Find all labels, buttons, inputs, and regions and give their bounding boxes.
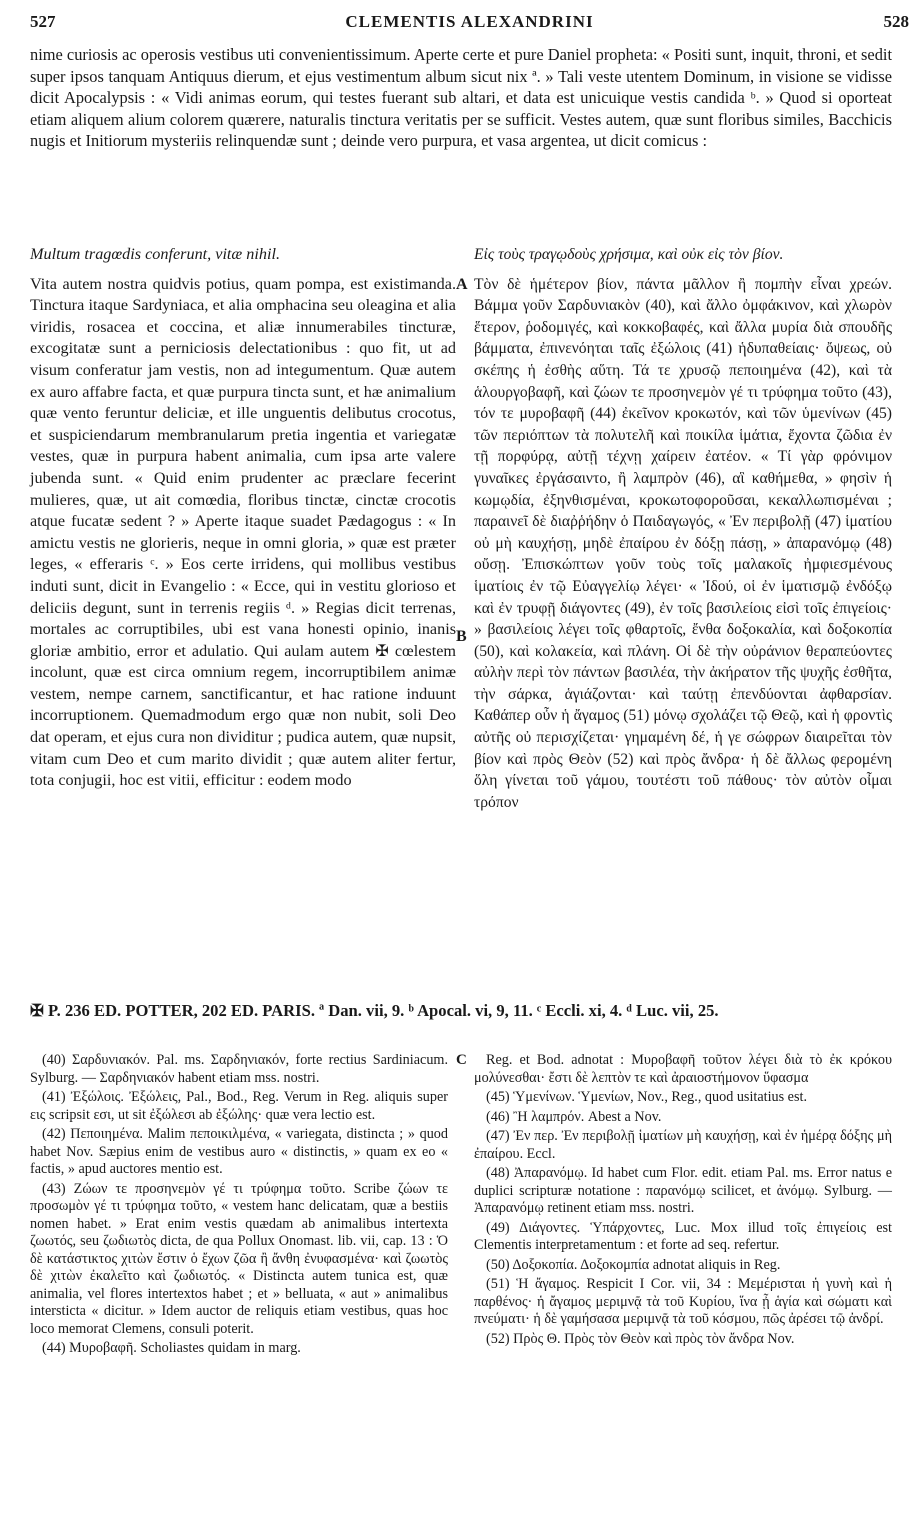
footnote: (52) Πρὸς Θ. Πρὸς τὸν Θεὸν καὶ πρὸς τὸν ἄνδρα Nov. bbox=[486, 1330, 795, 1347]
footnote: Reg. et Bod. adnotat : Μυροβαφῆ τοῦτον λέγει διὰ τὸ ἐκ κρόκου μολύνεσθαι· ἔστι δὲ λεπτὸν τε καὶ ἀραιοστήμονον ὕφασμα bbox=[474, 1052, 892, 1086]
page-number-left: 527 bbox=[30, 12, 56, 31]
footnote: (40) Σαρδυνιακόν. Pal. ms. Σαρδηνιακόν, forte rectius Sardiniacum. Sylburg. — Σαρδηνιακόν habent etiam mss. nostri. bbox=[30, 1052, 448, 1086]
footnotes-right-column bbox=[474, 1052, 892, 1350]
latin-verse: Multum tragœdis conferunt, vitæ nihil. bbox=[30, 245, 281, 263]
footnote: (44) Μυροβαφῆ. Scholiastes quidam in marg. bbox=[42, 1340, 301, 1356]
latin-column bbox=[30, 244, 456, 797]
margin-letter-a: A bbox=[456, 276, 468, 293]
greek-column bbox=[474, 244, 892, 818]
footnote: (45) Ὑμενίνων. Ὑμενίων, Nov., Reg., quod usitatius est. bbox=[486, 1089, 807, 1105]
footnote: (49) Διάγοντες. Ὑπάρχοντες, Luc. Mox illud τοῖς ἐπιγείοις est Clementis interpretamentum : et forte ad seq. refertur. bbox=[474, 1219, 892, 1253]
page-number-right: 528 bbox=[883, 12, 909, 31]
page-header bbox=[30, 12, 909, 38]
margin-letter-b: B bbox=[456, 628, 467, 645]
footnote: (41) Ἐξώλοις. Ἐξώλεις, Pal., Bod., Reg. Verum in Reg. aliquis super εις scripsit εσι, ut sit ἐξώλεσι ab ἐξώλης· quæ vera lectio est. bbox=[30, 1089, 448, 1123]
footnote: (48) Ἀπαρανόμῳ. Id habet cum Flor. edit. etiam Pal. ms. Error natus e duplici scripturæ notatione : παρανόμῳ scilicet, et ἀνόμῳ. Sylburg. — Ἀπαρανόμῳ retinent etiam mss. nostri. bbox=[474, 1165, 892, 1216]
footnote: (51) Ἡ ἄγαμος. Respicit I Cor. vii, 34 : Μεμέρισται ἡ γυνὴ καὶ ἡ παρθένος· ἡ ἄγαμος μεριμνᾷ τὰ τοῦ Κυρίου, ἵνα ᾖ ἁγία καὶ σώματι καὶ πνεύματι· ἡ δὲ γαμήσασα μεριμνᾷ τὰ τοῦ κόσμου, πῶς ἀρέσει τῷ ἀνδρί. bbox=[474, 1276, 892, 1327]
greek-paragraph: Τὸν δὲ ἡμέτερον βίον, πάντα μᾶλλον ἢ πομπὴν εἶναι χρεών. Βάμμα γοῦν Σαρδυνιακὸν (40), καὶ ἄλλο ὀμφάκινον, καὶ χλωρὸν ἕτερον, ῥοδομιγές, καὶ κοκκοβαφές, καὶ ἄλλα μυρία διὰ σπουδῆς βάμματα, ἐπινενόηται ταῖς ἐξώλοις (41) ἡδυπαθείαις· ὄψεως, οὐ σκέπης ἡ ἐσθὴς αὕτη. Τά τε χρυσῷ πεποιημένα (42), καὶ τὰ ἁλουργοβαφῆ, καὶ ζώων τε προσηνεμὸν γέ τι τρύφημα τοῦτο (43), τόν τε μυροβαφῆ (44) ἐκεῖνον κροκωτόν, καὶ τῶν ὑμενίνων (45) τῶν περιόπτων τὰ πολυτελῆ καὶ ποικίλα ἱμάτια, ἔχοντα ζῶδια ἐν τῇ πορφύρᾳ, αὐτῇ τέχνῃ χαίρειν ἐατέον. « Τί γὰρ φρόνιμον γυναῖκες ἐργάσαιντο, ἢ λαμπρὸν (46), αἳ καθήμεθα, » φησὶν ἡ κωμῳδία, ἐξηνθισμέναι, κροκωτοφοροῦσαι, κεκαλλωπισμέναι ; παραινεῖ δὲ διαῤῥήδην ὁ Παιδαγωγός, « Ἐν περιβολῇ (47) ἱματίου οὐ μὴ καυχήσῃ, μηδὲ ἐπαίρου ἐν δόξῃ πάσῃ, » ἀπαρανόμῳ (48) οὔσῃ. Ἐπισκώπτων γοῦν τοὺς τοῖς μαλακοῖς ἠμφιεσμένους ἱματίοις ἐν τῷ Εὐαγγελίῳ λέγει· « Ἰδού, οἱ ἐν ἱματισμῷ ἐνδόξῳ καὶ ἐν τρυφῇ διάγοντες (49), ἐν τοῖς βασιλείοις εἰσὶ τοῖς ἐπιγείοις· » βασιλείοις λέγει τοῖς φθαρτοῖς, ἔνθα δοξοκαλία, καὶ δοξοκοπία (50), καὶ κολακεία, καὶ πλάνη. Οἱ δὲ τὴν οὐράνιον θεραπεύοντες αὐλὴν περὶ τὸν πάντων βασιλέα, τὴν ἀκήρατον τῆς ψυχῆς ἐσθῆτα, τὴν σάρκα, ἁγιάζονται· καὶ ταύτῃ ἐπενδύονται ἀφθαρσίαν. Καθάπερ οὖν ἡ ἄγαμος (51) μόνῳ σχολάζει τῷ Θεῷ, καὶ ἡ φροντὶς αὐτῆς οὐ περισχίζεται· γημαμένη δέ, ἡ γε σώφρων διαιρεῖται τὸν βίον καὶ πρὸς Θεὸν (52) καὶ πρὸς ἄνδρα· ἡ δὲ ἄλλως φερομένη ὅλη γίνεται τοῦ γάμου, τουτέστι τοῦ πάθους· τὸν αὐτὸν οἶμαι τρόπον bbox=[474, 275, 892, 811]
footnote: (43) Ζώων τε προσηνεμὸν γέ τι τρύφημα τοῦτο. Scribe ζώων τε προσωμὸν γέ τι τρύφημα τοῦτο, « vestem hanc delicatam, quæ a bestiis nomen habet. » Erat enim vestis quædam ab animalibus intertexta ζωωτός, seu ζωδιωτὸς dicta, de qua Pollux Onomast. lib. vii, cap. 13 : Ὁ δὲ κατάστικτος χιτὼν ἔστιν ὁ ἔχων ζῶα ἢ ἄνθη ἐνυφασμένα· καὶ ζωωτὸς δὲ χιτὼν ἐκαλεῖτο καὶ ζωδιωτός. « Distincta autem tunica est, quæ animalia, vel flores intertextos habet ; et » belluata, « aut » animalibus intersticta « dicitur. » Idem auctor de reliquis etiam vestibus, quas hoc loco memorat Clemens, consuli poterit. bbox=[30, 1180, 448, 1337]
footnote: (42) Πεποιημένα. Malim πεποικιλμένα, « variegata, distincta ; » quod habet Nov. Sæpius enim de vestibus auro « distinctis, » quam ex eo « factis, » apud auctores mentio est. bbox=[30, 1126, 448, 1177]
footnote: (47) Ἐν περ. Ἐν περιβολῇ ἱματίων μὴ καυχήσῃ, καὶ ἐν ἡμέρᾳ δόξης μὴ ἐπαίρου. Eccl. bbox=[474, 1128, 892, 1162]
footnotes-left-column bbox=[30, 1052, 448, 1360]
running-title: CLEMENTIS ALEXANDRINI bbox=[345, 12, 594, 31]
intro-text: nime curiosis ac operosis vestibus uti convenientissimum. Aperte certe et pure Daniel propheta: « Positi sunt, inquit, throni, et sedit super ipsos tanquam Antiquus dierum, et ejus vestimentum album sicut nix ª. » Tali veste utentem Dominum, in visione se vidisse dicit Apocalypsis : « Vidi animas eorum, qui testes fuerant sub altari, et data est unicuique vestis candida ᵇ. » Quod si oporteat etiam aliquem alium colorem quærere, naturalis tinctura veritatis per se sufficit. Vestes autem, quæ sunt floribus similes, Bacchicis nugis et Initiorum mysteriis relinquendæ sunt ; deinde vero purpura, et vasa argentea, ut dicit comicus : bbox=[30, 45, 892, 151]
footnote: (46) Ἢ λαμπρόν. Abest a Nov. bbox=[486, 1108, 662, 1125]
scripture-references bbox=[30, 1000, 892, 1021]
references-text: ✠ P. 236 ED. POTTER, 202 ED. PARIS. ª Dan. vii, 9. ᵇ Apocal. vi, 9, 11. ᶜ Eccli. xi, 4. ᵈ Luc. vii, 25. bbox=[30, 1001, 719, 1020]
greek-verse: Εἰς τοὺς τραγῳδοὺς χρήσιμα, καὶ οὐκ εἰς τὸν βίον. bbox=[474, 246, 784, 263]
intro-paragraph bbox=[30, 44, 892, 152]
footnote: (50) Δοξοκοπία. Δοξοκομπία adnotat aliquis in Reg. bbox=[486, 1256, 781, 1273]
margin-letter-c: C bbox=[456, 1052, 467, 1068]
latin-paragraph: Vita autem nostra quidvis potius, quam pompa, est existimanda. Tinctura itaque Sardyniaca, et alia omphacina seu oleagina et alia viridis, rosacea et coccina, et aliæ innumerabiles tincturæ, excogitatæ sunt a perniciosis delectationibus : quo fit, ut ad visum conferatur jam vestis, non ad integumentum. Quæ autem ex auro affabre facta, et quæ purpura tincta sunt, et hæ animalium quæ vento feruntur deliciæ, et ille unguentis delibutus crocotus, et suspiciendarum membranularum pretia ingentia et variegatæ vestes, quæ in purpura habent animalia, cum ipsa arte valere jubenda sunt. « Quid enim prudenter ac præclare fecerint mulieres, quæ, ut ait comœdia, floribus tinctæ, cinctæ crocotis atque fucatæ sedent ? » Aperte itaque suadet Pædagogus : « In amictu vestis ne glorieris, neque in omni gloria, » quæ est præter leges, « efferaris ᶜ. » Eos certe irridens, qui mollibus vestibus induti sunt, dicit in Evangelio : « Ecce, qui in vestitu glorioso et deliciis degunt, sunt in terrenis regiis ᵈ. » Regias dicit terrenas, mortales ac corruptibiles, ubi est vana honesti opinio, inanis gloriæ ambitio, error et adulatio. Qui aulam autem ✠ cœlestem incolunt, quæ est circa omnium regem, incorruptibilem animæ vestem, nempe carnem, sanctificantur, et hac ratione induunt incorruptionem. Quemadmodum ergo quæ non nubit, soli Deo dat operam, et ejus cura non dividitur ; pudica autem, quæ nupsit, vitam cum Deo et cum marito dividit ; quæ autem aliter fertur, tota conjugii, hoc est vitii, efficitur : eodem modo bbox=[30, 274, 456, 790]
